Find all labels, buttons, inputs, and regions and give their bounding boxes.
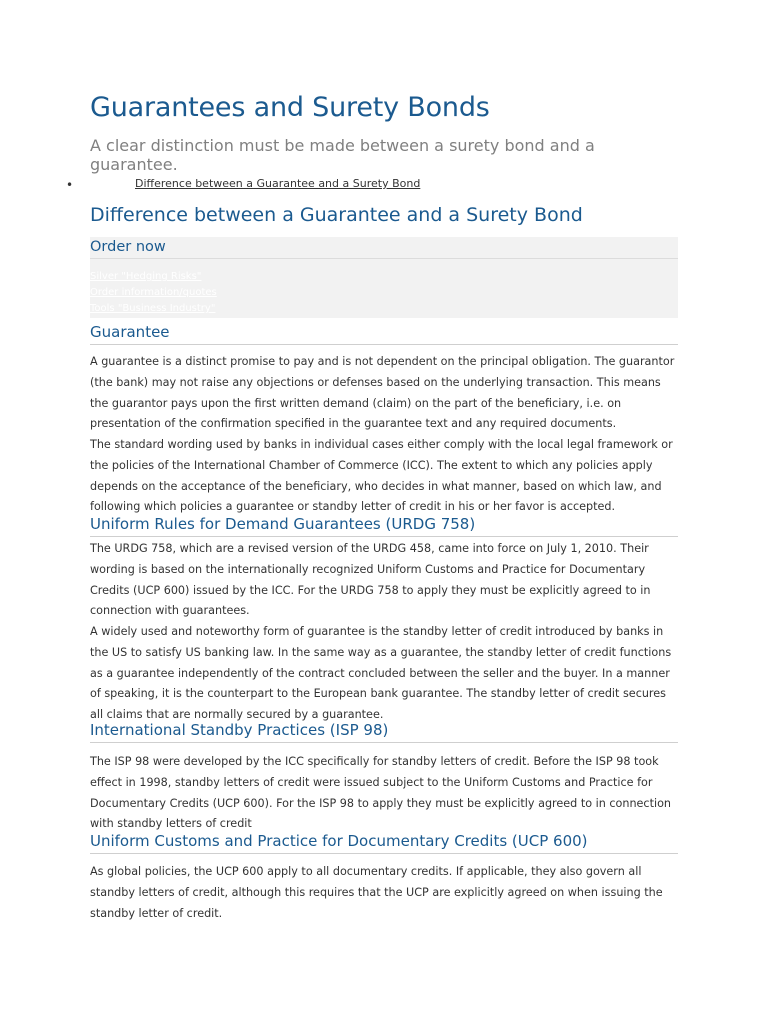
page-subtitle: A clear distinction must be made between a surety bond and a guarantee.: [90, 136, 595, 174]
paragraph: A widely used and noteworthy form of guarantee is the standby letter of credit introduced by banks in the US to satisfy US banking law. In the same way as a guarantee, the standby letter of credit functions as a guarantee independently of the contract concluded between the seller and the buyer. In a manner of speaking, it is the counterpart to the European bank guarantee. The standby letter of credit secures all claims that are normally secured by a guarantee.: [90, 625, 672, 722]
section-heading-ucp: Uniform Customs and Practice for Documentary Credits (UCP 600): [90, 831, 678, 854]
page-title: Guarantees and Surety Bonds: [90, 92, 490, 123]
order-link[interactable]: Silver "Hedging Risks": [90, 271, 202, 282]
paragraph: The standard wording used by banks in individual cases either comply with the local legal framework or the policies of the International Chamber of Commerce (ICC). The extent to which any policies apply depends on the acceptance of the beneficiary, who decides in what manner, based on which law, and following which policies a guarantee or standby letter of credit in his or her favor is accepted.: [90, 438, 673, 514]
paragraph: As global policies, the UCP 600 apply to all documentary credits. If applicable, they also govern all standby letters of credit, although this requires that the UCP are explicitly agreed on when issuing the standby letter of credit.: [90, 865, 663, 920]
section-heading-urdg: Uniform Rules for Demand Guarantees (URDG 758): [90, 514, 678, 537]
paragraph: A guarantee is a distinct promise to pay and is not dependent on the principal obligation. The guarantor (the bank) may not raise any objections or defenses based on the underlying transaction. This means the guarantor pays upon the first written demand (claim) on the part of the beneficiary, i.e. on presentation of the confirmation specified in the guarantee text and any required documents.: [90, 355, 675, 431]
order-box: [90, 237, 678, 318]
section-heading-guarantee: Guarantee: [90, 322, 678, 345]
order-box-links: [90, 269, 678, 317]
order-link[interactable]: Tools "Business Industry": [90, 303, 216, 314]
paragraph: The ISP 98 were developed by the ICC specifically for standby letters of credit. Before the ISP 98 took effect in 1998, standby letters of credit were issued subject to the Uniform Customs and Practice for Documentary Credits (UCP 600). For the ISP 98 to apply they must be explicitly agreed to in connection with standby letters of credit: [90, 755, 672, 831]
bullet-icon: •: [66, 178, 74, 192]
paragraph: The URDG 758, which are a revised version of the URDG 458, came into force on July 1, 2010. Their wording is based on the internationally recognized Uniform Customs and Practice for Documentary Credits (UCP 600) issued by the ICC. For the URDG 758 to apply they must be explicitly agreed to in connection with guarantees.: [90, 542, 651, 618]
order-box-title: Order now: [90, 237, 678, 259]
section-heading-isp: International Standby Practices (ISP 98): [90, 720, 678, 743]
order-link[interactable]: Order information/quotes: [90, 287, 217, 298]
toc-link[interactable]: Difference between a Guarantee and a Surety Bond: [135, 177, 421, 190]
section-heading: Difference between a Guarantee and a Surety Bond: [90, 204, 583, 226]
